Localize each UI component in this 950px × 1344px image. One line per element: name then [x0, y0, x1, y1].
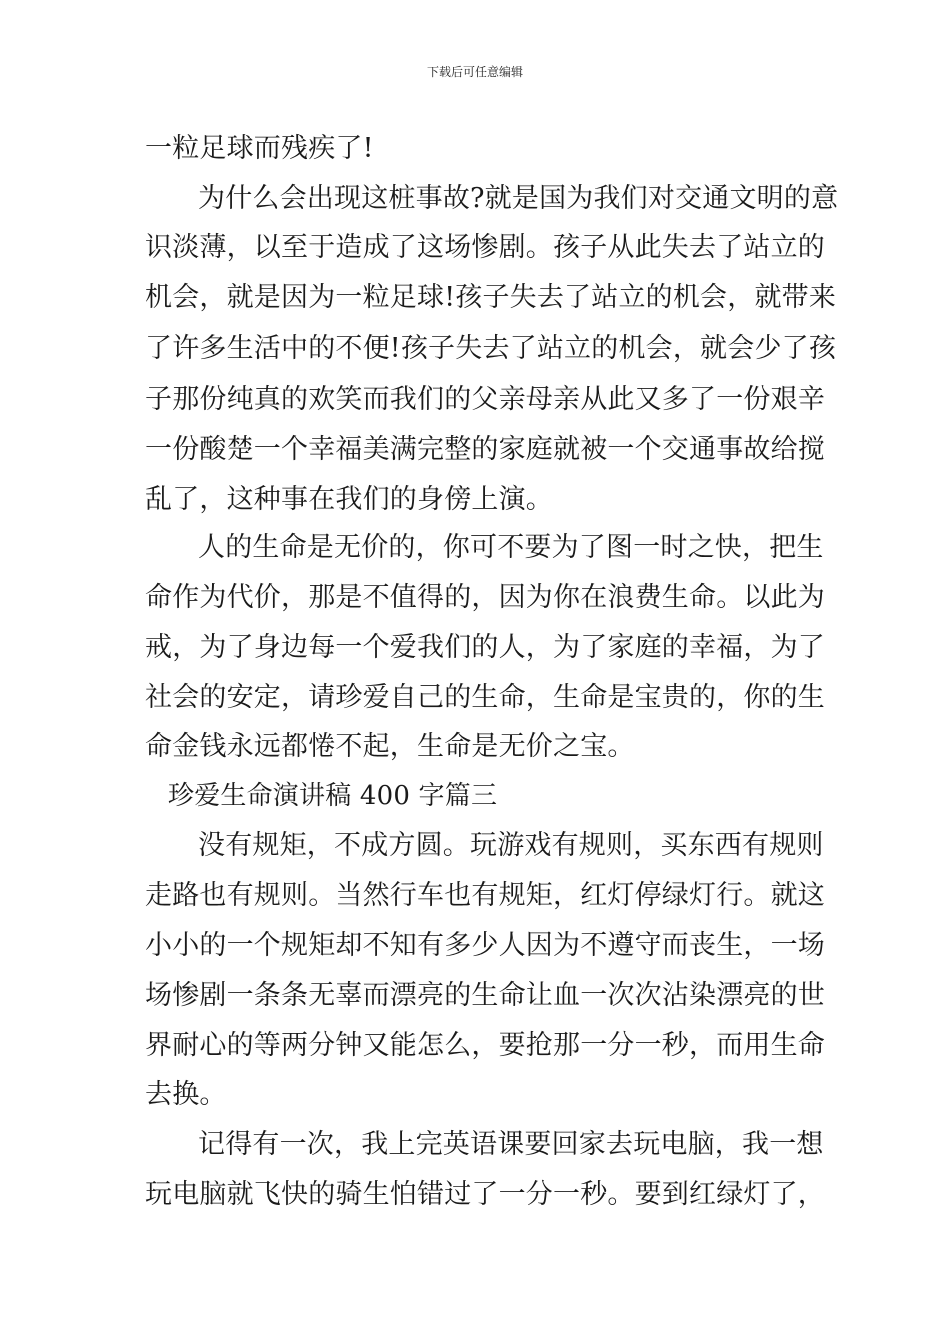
- text-line: 一份酸楚一个幸福美满完整的家庭就被一个交通事故给搅: [145, 434, 825, 465]
- text-line: 记得有一次，我上完英语课要回家去玩电脑，我一想: [198, 1129, 824, 1160]
- text-line: 乱了，这种事在我们的身傍上演。: [145, 484, 553, 515]
- text-line: 走路也有规则。当然行车也有规矩，红灯停绿灯行。就这: [145, 880, 825, 911]
- text-line: 社会的安定，请珍爱自己的生命，生命是宝贵的，你的生: [145, 682, 825, 713]
- text-line: 识淡薄，以至于造成了这场惨剧。孩子从此失去了站立的: [145, 232, 825, 263]
- text-line: 命金钱永远都惓不起，生命是无价之宝。: [145, 731, 635, 762]
- text-line: 小小的一个规矩却不知有多少人因为不遵守而丧生，一场: [145, 930, 825, 961]
- text-line: 场惨剧一条条无辜而漂亮的生命让血一次次沾染漂亮的世: [145, 980, 825, 1011]
- text-line: 没有规矩，不成方圆。玩游戏有规则，买东西有规则: [198, 830, 824, 861]
- text-line: 命作为代价，那是不值得的，因为你在浪费生命。以此为: [145, 582, 825, 613]
- text-line: 玩电脑就飞快的骑生怕错过了一分一秒。要到红绿灯了，: [145, 1179, 825, 1210]
- section-heading: 珍爱生命演讲稿 400 字篇三: [168, 781, 498, 811]
- text-line: 人的生命是无价的，你可不要为了图一时之快，把生: [198, 532, 824, 563]
- text-line: 去换。: [145, 1079, 227, 1110]
- text-line: 子那份纯真的欢笑而我们的父亲母亲从此又多了一份艰辛: [145, 384, 825, 415]
- text-line: 了许多生活中的不便!孩子失去了站立的机会，就会少了孩: [145, 333, 837, 364]
- page-header: 下载后可任意编辑: [426, 65, 523, 79]
- text-line: 界耐心的等两分钟又能怎么，要抢那一分一秒，而用生命: [145, 1030, 825, 1061]
- text-line: 为什么会出现这桩事故?就是国为我们对交通文明的意: [198, 183, 839, 214]
- text-line: 机会，就是因为一粒足球!孩子失去了站立的机会，就带来: [145, 282, 837, 313]
- text-line: 一粒足球而残疾了!: [145, 133, 374, 164]
- text-line: 戒，为了身边每一个爱我们的人，为了家庭的幸福，为了: [145, 632, 825, 663]
